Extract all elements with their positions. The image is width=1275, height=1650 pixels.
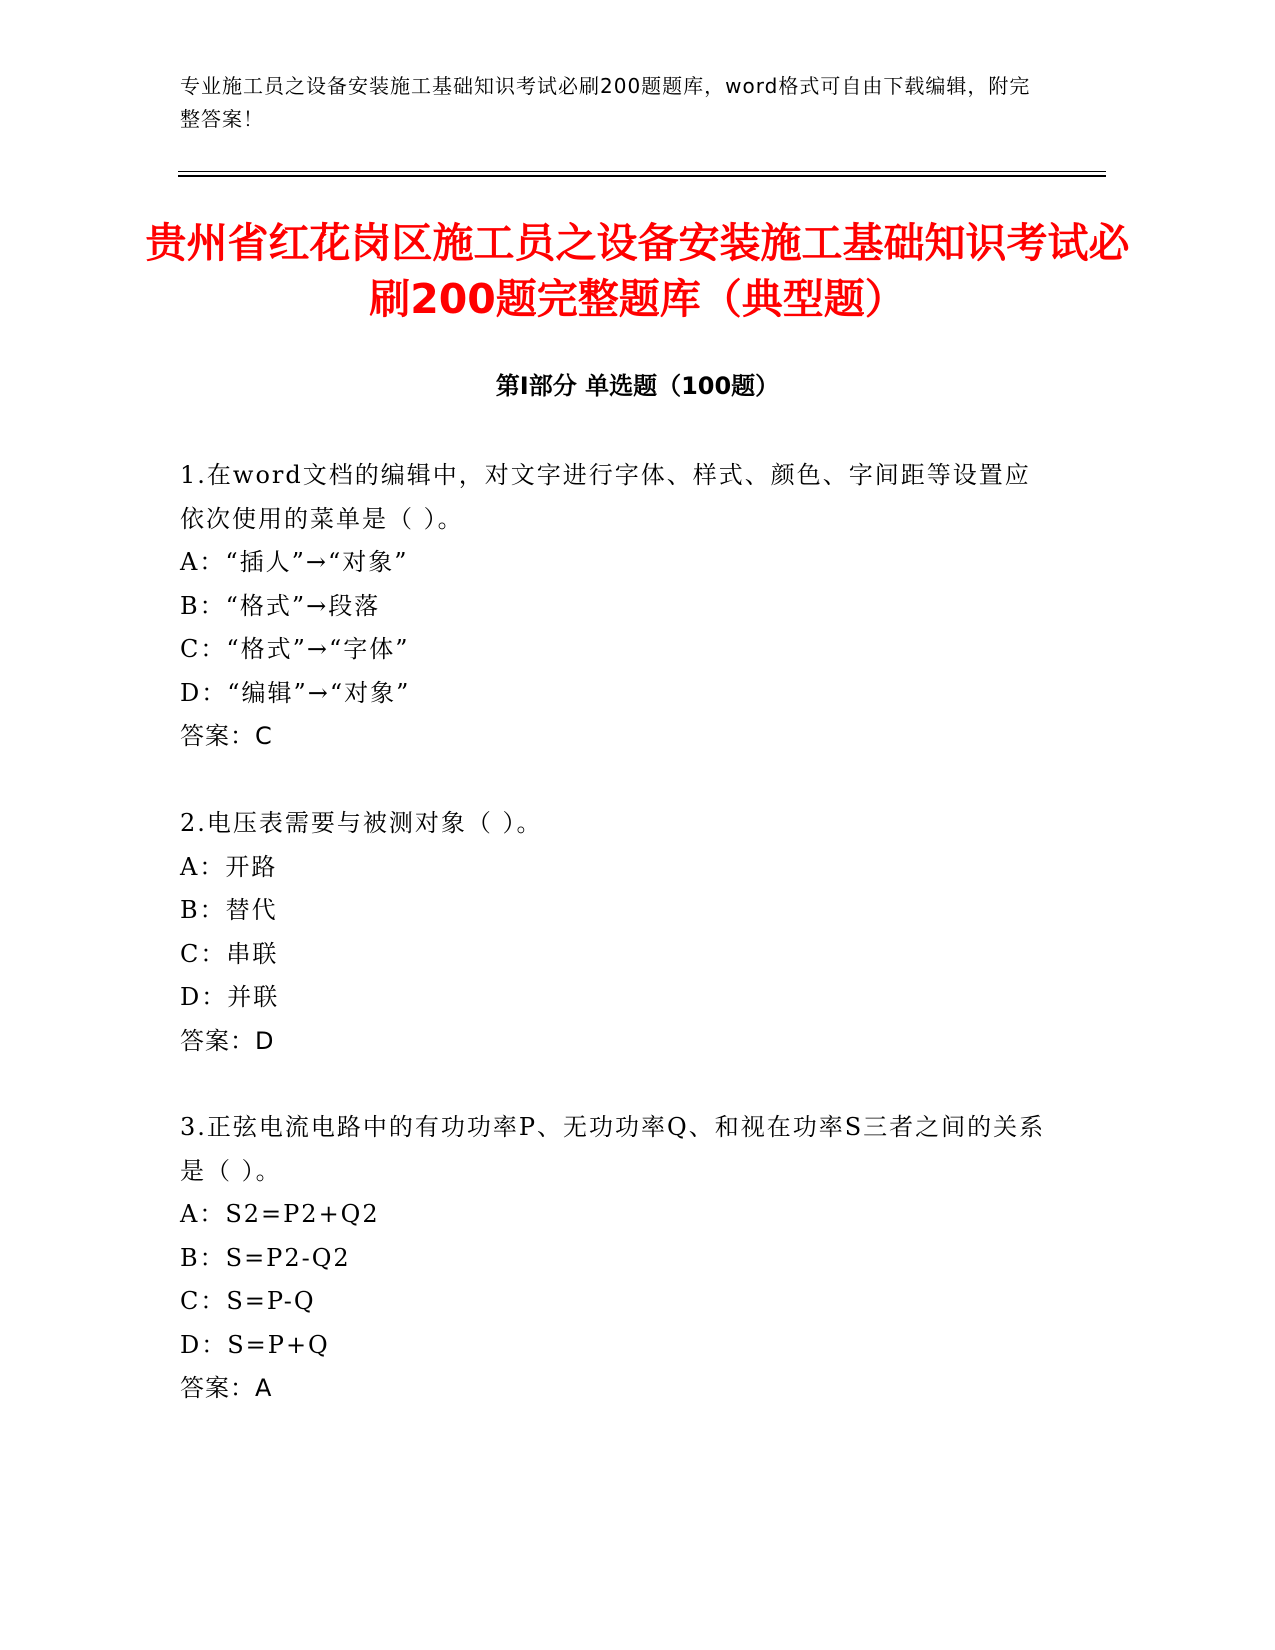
option-c: C：串联 bbox=[180, 939, 279, 968]
option-a: A：“插人”→“对象” bbox=[180, 548, 409, 576]
question-2 bbox=[180, 802, 1050, 1063]
answer: 答案：C bbox=[180, 722, 273, 750]
section-title: 第Ⅰ部分 单选题（100题） bbox=[495, 372, 780, 400]
question-stem: 2.电压表需要与被测对象（ ）。 bbox=[180, 809, 543, 837]
option-b: B：“格式”→段落 bbox=[180, 591, 381, 620]
option-c: C：S=P-Q bbox=[180, 1287, 316, 1315]
header-note: 专业施工员之设备安装施工基础知识考试必刷200题题库，word格式可自由下载编辑，附完整答案！ bbox=[180, 74, 1031, 131]
question-3 bbox=[180, 1106, 1050, 1411]
question-stem: 3.正弦电流电路中的有功功率P、无功功率Q、和视在功率S三者之间的关系是（ ）。 bbox=[180, 1113, 1046, 1185]
option-a: A：开路 bbox=[180, 852, 278, 881]
option-b: B：S=P2-Q2 bbox=[180, 1243, 351, 1272]
document-title: 贵州省红花岗区施工员之设备安装施工基础知识考试必刷200题完整题库（典型题） bbox=[145, 219, 1130, 323]
option-d: D：S=P+Q bbox=[180, 1330, 330, 1359]
option-c: C：“格式”→“字体” bbox=[180, 635, 410, 663]
option-b: B：替代 bbox=[180, 896, 278, 924]
answer: 答案：D bbox=[180, 1026, 275, 1055]
option-d: D：并联 bbox=[180, 983, 280, 1011]
option-d: D：“编辑”→“对象” bbox=[180, 678, 411, 707]
answer: 答案：A bbox=[180, 1374, 273, 1402]
header-divider-thin bbox=[178, 171, 1106, 172]
question-stem: 1.在word文档的编辑中，对文字进行字体、样式、颜色、字间距等设置应依次使用的菜单是（ ）。 bbox=[180, 461, 1031, 533]
question-1 bbox=[180, 454, 1050, 759]
option-a: A：S2=P2+Q2 bbox=[180, 1200, 380, 1228]
header-divider-thick bbox=[178, 175, 1106, 177]
